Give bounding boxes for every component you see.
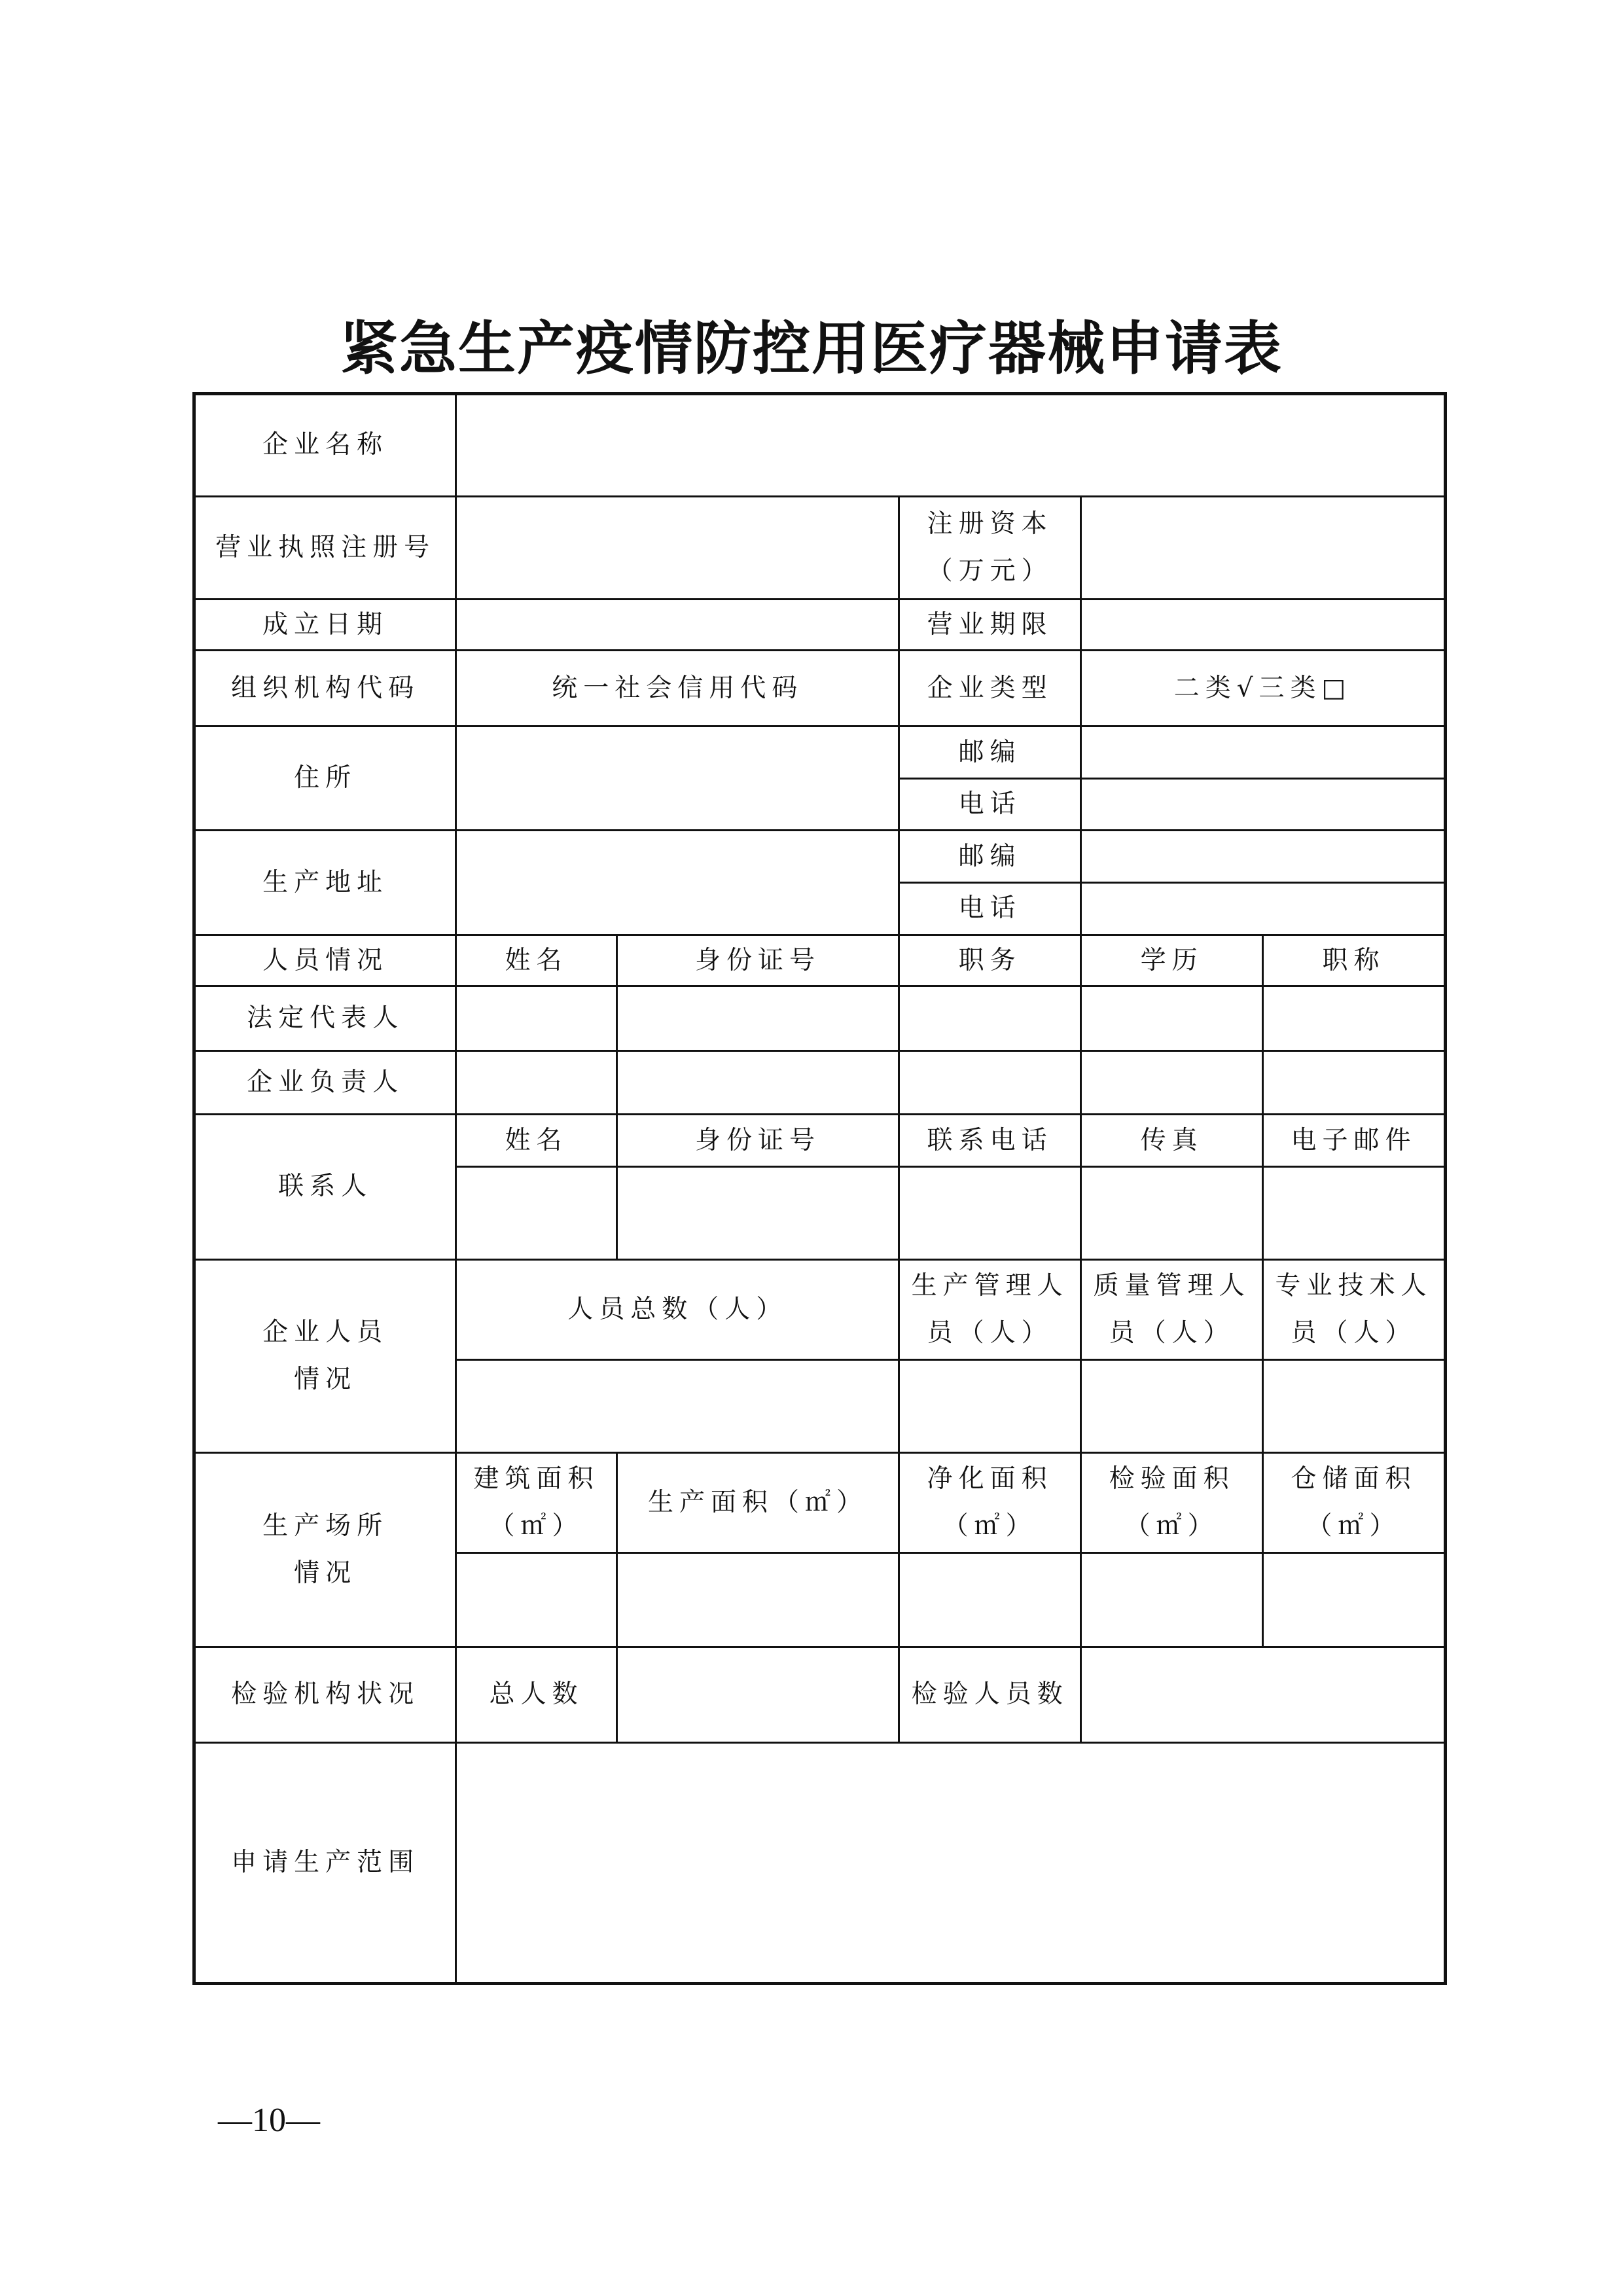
field-production-address[interactable]	[456, 831, 899, 935]
label-site	[194, 1452, 456, 1647]
field-registered-capital[interactable]	[1081, 496, 1446, 600]
clean-area-line2: （㎡）	[942, 1511, 1037, 1541]
contact-header-phone: 联系电话	[899, 1115, 1081, 1167]
header-inspection-area	[1081, 1452, 1263, 1553]
prod-mgmt-line2: 员（人）	[927, 1318, 1053, 1348]
site-label-line1: 生产场所	[262, 1511, 389, 1541]
field-contact-fax[interactable]	[1081, 1167, 1263, 1260]
contact-header-email: 电子邮件	[1263, 1115, 1446, 1167]
building-area-line1: 建筑面积	[473, 1464, 599, 1494]
field-business-term[interactable]	[1081, 600, 1446, 651]
label-residence-phone: 电话	[899, 779, 1081, 831]
label-contact: 联系人	[194, 1115, 456, 1260]
header-prod-mgmt	[899, 1259, 1081, 1360]
field-manager-title[interactable]	[1263, 1050, 1446, 1114]
field-scope[interactable]	[456, 1742, 1446, 1983]
header-title: 职称	[1263, 935, 1446, 986]
storage-area-line1: 仓储面积	[1291, 1464, 1417, 1494]
label-lab-inspectors: 检验人员数	[899, 1647, 1081, 1743]
field-contact-email[interactable]	[1263, 1167, 1446, 1260]
field-prod-postcode[interactable]	[1081, 831, 1446, 882]
field-manager-id[interactable]	[616, 1050, 899, 1114]
label-production-address: 生产地址	[194, 831, 456, 935]
label-lab-status: 检验机构状况	[194, 1647, 456, 1743]
clean-area-line1: 净化面积	[927, 1464, 1053, 1494]
label-lab-total: 总人数	[456, 1647, 617, 1743]
row-personnel-header	[194, 935, 1446, 986]
row-org-code	[194, 651, 1446, 726]
field-legal-rep-position[interactable]	[899, 986, 1081, 1050]
row-manager	[194, 1050, 1446, 1114]
label-legal-rep: 法定代表人	[194, 986, 456, 1050]
tech-staff-line1: 专业技术人	[1275, 1271, 1433, 1301]
prod-mgmt-line1: 生产管理人	[911, 1271, 1069, 1301]
tech-staff-line2: 员（人）	[1291, 1318, 1417, 1348]
header-name: 姓名	[456, 935, 617, 986]
label-staff	[194, 1259, 456, 1452]
label-personnel: 人员情况	[194, 935, 456, 986]
label-prod-postcode: 邮编	[899, 831, 1081, 882]
field-legal-rep-education[interactable]	[1081, 986, 1263, 1050]
building-area-line2: （㎡）	[489, 1511, 584, 1541]
label-registered-capital	[899, 496, 1081, 600]
row-staff-header	[194, 1259, 1446, 1360]
field-manager-position[interactable]	[899, 1050, 1081, 1114]
label-scope: 申请生产范围	[194, 1742, 456, 1983]
header-quality-mgmt	[1081, 1259, 1263, 1360]
field-production-area[interactable]	[616, 1553, 899, 1647]
field-lab-inspectors[interactable]	[1081, 1647, 1446, 1743]
application-form-table	[192, 392, 1447, 1985]
label-license-no: 营业执照注册号	[194, 496, 456, 600]
row-residence-postcode	[194, 726, 1446, 778]
label-manager: 企业负责人	[194, 1050, 456, 1114]
row-license	[194, 496, 1446, 600]
label-business-term: 营业期限	[899, 600, 1081, 651]
header-building-area	[456, 1452, 617, 1553]
field-clean-area[interactable]	[899, 1553, 1081, 1647]
label-company-name: 企业名称	[194, 394, 456, 497]
field-legal-rep-name[interactable]	[456, 986, 617, 1050]
header-tech-staff	[1263, 1259, 1446, 1360]
field-contact-id[interactable]	[616, 1167, 899, 1260]
field-building-area[interactable]	[456, 1553, 617, 1647]
row-legal-rep	[194, 986, 1446, 1050]
field-residence-postcode[interactable]	[1081, 726, 1446, 778]
label-org-code: 组织机构代码	[194, 651, 456, 726]
field-license-no[interactable]	[456, 496, 899, 600]
field-lab-total[interactable]	[616, 1647, 899, 1743]
field-storage-area[interactable]	[1263, 1553, 1446, 1647]
row-founded	[194, 600, 1446, 651]
quality-mgmt-line1: 质量管理人	[1093, 1271, 1251, 1301]
quality-mgmt-line2: 员（人）	[1109, 1318, 1235, 1348]
staff-label-line1: 企业人员	[262, 1317, 389, 1347]
page-number: —10—	[218, 2102, 320, 2139]
field-prod-mgmt[interactable]	[899, 1360, 1081, 1453]
field-legal-rep-title[interactable]	[1263, 986, 1446, 1050]
inspection-area-line1: 检验面积	[1109, 1464, 1235, 1494]
header-production-area: 生产面积（㎡）	[616, 1452, 899, 1553]
registered-capital-line2: （万元）	[927, 556, 1053, 586]
registered-capital-line1: 注册资本	[927, 509, 1053, 539]
field-manager-education[interactable]	[1081, 1050, 1263, 1114]
site-label-line2: 情况	[294, 1558, 357, 1588]
label-residence: 住所	[194, 726, 456, 831]
field-inspection-area[interactable]	[1081, 1553, 1263, 1647]
label-company-type: 企业类型	[899, 651, 1081, 726]
field-residence[interactable]	[456, 726, 899, 831]
field-legal-rep-id[interactable]	[616, 986, 899, 1050]
header-storage-area	[1263, 1452, 1446, 1553]
contact-header-fax: 传真	[1081, 1115, 1263, 1167]
storage-area-line2: （㎡）	[1306, 1511, 1401, 1541]
header-staff-total: 人员总数（人）	[456, 1259, 899, 1360]
field-contact-name[interactable]	[456, 1167, 617, 1260]
label-residence-postcode: 邮编	[899, 726, 1081, 778]
header-education: 学历	[1081, 935, 1263, 986]
field-prod-phone[interactable]	[1081, 882, 1446, 935]
field-founded[interactable]	[456, 600, 899, 651]
label-prod-phone: 电话	[899, 882, 1081, 935]
field-residence-phone[interactable]	[1081, 779, 1446, 831]
row-site-header	[194, 1452, 1446, 1553]
field-contact-phone[interactable]	[899, 1167, 1081, 1260]
label-credit-code: 统一社会信用代码	[456, 651, 899, 726]
inspection-area-line2: （㎡）	[1124, 1511, 1219, 1541]
staff-label-line2: 情况	[294, 1364, 357, 1394]
header-position: 职务	[899, 935, 1081, 986]
label-founded: 成立日期	[194, 600, 456, 651]
row-company-name	[194, 394, 1446, 497]
row-contact-header	[194, 1115, 1446, 1167]
row-prod-address-postcode	[194, 831, 1446, 882]
field-tech-staff[interactable]	[1263, 1360, 1446, 1453]
field-staff-total[interactable]	[456, 1360, 899, 1453]
contact-header-id: 身份证号	[616, 1115, 899, 1167]
row-scope	[194, 1742, 1446, 1983]
contact-header-name: 姓名	[456, 1115, 617, 1167]
row-lab	[194, 1647, 1446, 1743]
field-company-name[interactable]	[456, 394, 1446, 497]
field-quality-mgmt[interactable]	[1081, 1360, 1263, 1453]
field-company-type[interactable]: 二类√三类□	[1081, 651, 1446, 726]
field-manager-name[interactable]	[456, 1050, 617, 1114]
header-id-number: 身份证号	[616, 935, 899, 986]
header-clean-area	[899, 1452, 1081, 1553]
form-title: 紧急生产疫情防控用医疗器械申请表	[340, 315, 1283, 382]
